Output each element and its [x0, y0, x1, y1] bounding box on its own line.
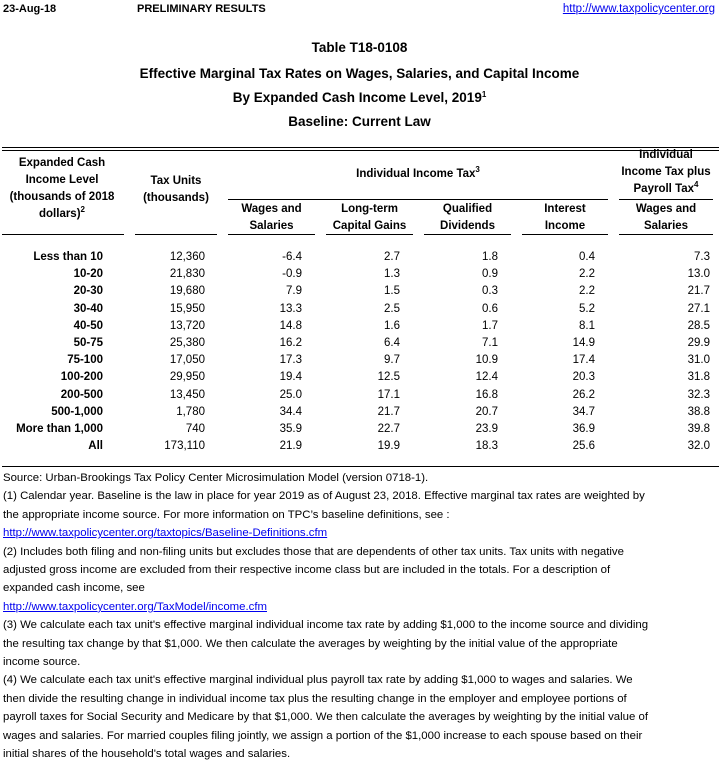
cell-interest: 34.7 [572, 405, 595, 418]
cell-interest: 14.9 [572, 337, 595, 349]
cell-wages: 25.0 [279, 388, 302, 401]
table-subtitle [0, 90, 719, 105]
cell-wages: 17.3 [279, 354, 302, 367]
cell-ltcg: 6.4 [384, 337, 400, 349]
cell-ltcg: 21.7 [377, 405, 400, 418]
cell-wages: -6.4 [282, 251, 302, 263]
header-text: Payroll Tax [633, 183, 695, 195]
col-header-payroll-wages [619, 201, 713, 235]
cell-ltcg: 17.1 [377, 388, 400, 401]
cell-interest: 2.2 [579, 285, 595, 298]
cell-payroll: 28.5 [687, 319, 710, 332]
cell-wages: 7.9 [286, 285, 302, 298]
cell-level: 20-30 [73, 285, 103, 298]
cell-payroll: 32.0 [687, 440, 710, 453]
cell-wages: 13.3 [279, 302, 302, 315]
cell-payroll: 38.8 [687, 405, 710, 418]
cell-payroll: 32.3 [687, 388, 710, 401]
header-line: Income Tax plus [621, 166, 711, 178]
cell-payroll: 31.8 [687, 371, 710, 384]
cell-payroll: 39.8 [687, 423, 710, 435]
cell-units: 29,950 [169, 371, 205, 384]
cell-qdiv: 10.9 [475, 354, 498, 367]
cell-qdiv: 12.4 [475, 371, 498, 384]
col-header-qdiv [424, 201, 511, 235]
table-title: Effective Marginal Tax Rates on Wages, Salaries, and Capital Income [139, 66, 580, 81]
note-4-cont: wages and salaries. For married couples filing jointly, we assign a portion of the $1,000 increase to each spouse based on their [3, 729, 643, 742]
note-2-cont: expanded cash income, see [3, 582, 145, 595]
header-rule-top [2, 147, 719, 148]
cell-interest: 17.4 [572, 354, 595, 367]
cell-payroll: 31.0 [687, 354, 710, 367]
table-row [0, 404, 719, 421]
cell-qdiv: 0.3 [482, 285, 498, 298]
cell-interest: 2.2 [579, 268, 595, 281]
cell-ltcg: 12.5 [377, 371, 400, 384]
cell-qdiv: 18.3 [475, 440, 498, 453]
cell-units: 740 [185, 423, 205, 435]
header-rule-top-2 [2, 150, 719, 151]
cell-wages: 34.4 [279, 405, 302, 418]
cell-interest: 26.2 [572, 388, 595, 401]
income-definition-link[interactable]: http://www.taxpolicycenter.org/TaxModel/income.cfm [3, 600, 267, 613]
cell-wages: -0.9 [282, 268, 302, 281]
cell-ltcg: 2.7 [384, 251, 400, 263]
cell-payroll: 27.1 [687, 302, 710, 315]
source-note: Source: Urban-Brookings Tax Policy Center Microsimulation Model (version 0718-1). [3, 472, 429, 484]
header-line: Salaries [643, 220, 689, 232]
cell-level: 10-20 [73, 268, 103, 281]
note-3-cont: the resulting tax change by that $1,000. We then calculate the averages by weighting by the initial value of the appropriate [3, 637, 618, 650]
cell-units: 1,780 [176, 405, 205, 418]
cell-units: 17,050 [169, 354, 205, 367]
table-row [0, 352, 719, 369]
cell-qdiv: 1.7 [482, 319, 498, 332]
note-1-cont: the appropriate income source. For more information on TPC’s baseline definitions, see : [3, 508, 450, 521]
cell-payroll: 21.7 [687, 285, 710, 298]
subtitle-text: By Expanded Cash Income Level, 2019 [232, 90, 482, 105]
cell-level: Less than 10 [33, 251, 103, 263]
col-rule [228, 234, 315, 235]
cell-units: 13,720 [169, 319, 205, 332]
cell-wages: 21.9 [279, 440, 302, 453]
col-rule [619, 234, 713, 235]
footnotes [3, 469, 719, 764]
note-3-cont: income source. [3, 656, 81, 669]
cell-ltcg: 2.5 [384, 302, 400, 315]
header-line: Tax Units [150, 175, 202, 187]
header-line: Capital Gains [332, 220, 407, 232]
col-header-interest [522, 201, 608, 235]
cell-ltcg: 9.7 [384, 354, 400, 367]
cell-units: 12,360 [169, 251, 205, 263]
note-4: (4) We calculate each tax unit's effective marginal individual plus payroll tax rate by adding $1,000 to wages and salaries. We [3, 674, 633, 687]
table-bottom-rule [2, 466, 719, 467]
cell-interest: 8.1 [579, 319, 595, 332]
footnote-ref-2: 2 [80, 205, 85, 214]
cell-interest: 20.3 [572, 371, 595, 384]
cell-level: 40-50 [73, 319, 103, 332]
cell-payroll: 29.9 [687, 337, 710, 349]
cell-units: 21,830 [169, 268, 205, 281]
col-group-income-plus-payroll [619, 147, 713, 198]
cell-wages: 14.8 [279, 319, 302, 332]
report-date: 23-Aug-18 [3, 3, 57, 15]
cell-interest: 0.4 [579, 251, 595, 263]
header-line [619, 181, 713, 198]
header-text: dollars) [39, 208, 81, 220]
col-rule [522, 234, 608, 235]
cell-qdiv: 16.8 [475, 388, 498, 401]
cell-qdiv: 20.7 [475, 405, 498, 418]
note-4-cont: payroll taxes for Social Security and Medicare by that $1,000. We then calculate the averages by weighting by the initial value of [3, 711, 648, 724]
note-2-cont: adjusted gross income are excluded from their respective income class but are included in the totals. For a description of [3, 564, 611, 577]
col-rule [326, 234, 413, 235]
table-row [0, 249, 719, 266]
preliminary-label: PRELIMINARY RESULTS [137, 3, 266, 15]
header-line: Wages and [635, 203, 697, 215]
col-header-tax-units [134, 173, 218, 207]
group-rule-payroll [619, 199, 713, 200]
cell-level: 30-40 [73, 302, 103, 315]
cell-payroll: 7.3 [694, 251, 710, 263]
note-4-cont: initial shares of the household's total wages and salaries. [3, 748, 291, 761]
cell-ltcg: 1.6 [384, 319, 400, 332]
header-line: Individual [639, 149, 693, 161]
table-row [0, 301, 719, 318]
cell-payroll: 13.0 [687, 268, 710, 281]
cell-units: 25,380 [169, 337, 205, 349]
col-group-individual-income-tax [228, 166, 608, 183]
note-2: (2) Includes both filing and non-filing units but excludes those that are dependents of other tax units. Tax units with negative [3, 545, 624, 558]
col-rule [135, 234, 217, 235]
table-row [0, 266, 719, 283]
cell-interest: 5.2 [579, 302, 595, 315]
cell-interest: 25.6 [572, 440, 595, 453]
table-row [0, 283, 719, 300]
footnote-ref-4: 4 [694, 180, 699, 189]
cell-level: 500-1,000 [51, 405, 103, 418]
table-id: Table T18-0108 [311, 40, 408, 55]
col-rule [2, 234, 124, 235]
baseline-definitions-link[interactable]: http://www.taxpolicycenter.org/taxtopics/Baseline-Definitions.cfm [3, 527, 328, 540]
cell-ltcg: 22.7 [377, 423, 400, 435]
cell-level: All [88, 440, 103, 453]
footnote-ref-3: 3 [475, 165, 480, 174]
table-row [0, 438, 719, 455]
header-line: Income Level [25, 174, 99, 186]
cell-level: More than 1,000 [16, 423, 103, 435]
table-row [0, 335, 719, 352]
cell-wages: 16.2 [279, 337, 302, 349]
note-1: (1) Calendar year. Baseline is the law in place for year 2019 as of August 23, 2018. Effective marginal tax rates are weighted by [3, 490, 645, 503]
table-row [0, 369, 719, 386]
cell-ltcg: 19.9 [377, 440, 400, 453]
table-row [0, 421, 719, 438]
header-line [0, 206, 124, 223]
cell-wages: 35.9 [279, 423, 302, 435]
cell-level: 100-200 [60, 371, 103, 384]
cell-ltcg: 1.5 [384, 285, 400, 298]
col-header-ltcg [326, 201, 413, 235]
table-row [0, 387, 719, 404]
header-line: Wages and [241, 203, 302, 215]
group-rule-iit [228, 199, 608, 200]
note-4-cont: then divide the resulting change in individual income tax plus the resulting change in the employer and employee portions of [3, 692, 627, 705]
footnote-ref-1: 1 [481, 90, 487, 99]
header-line: Salaries [249, 220, 294, 232]
cell-qdiv: 7.1 [482, 337, 498, 349]
col-rule [424, 234, 511, 235]
cell-level: 50-75 [73, 337, 103, 349]
cell-wages: 19.4 [279, 371, 302, 384]
table-row [0, 318, 719, 335]
tpc-website-link[interactable]: http://www.taxpolicycenter.org [562, 3, 715, 15]
baseline-label: Baseline: Current Law [288, 114, 431, 129]
cell-interest: 36.9 [572, 423, 595, 435]
header-text: Individual Income Tax [356, 168, 476, 180]
cell-units: 173,110 [164, 440, 205, 453]
cell-qdiv: 23.9 [475, 423, 498, 435]
note-3: (3) We calculate each tax unit's effective marginal individual income tax rate by adding $1,000 to the income source and dividing [3, 619, 649, 632]
col-header-wages [228, 201, 315, 235]
cell-level: 200-500 [60, 388, 103, 401]
cell-units: 15,950 [169, 302, 205, 315]
cell-units: 13,450 [169, 388, 205, 401]
header-line: Dividends [440, 220, 495, 232]
cell-units: 19,680 [169, 285, 205, 298]
header-line: (thousands of 2018 [9, 191, 115, 203]
cell-qdiv: 0.6 [482, 302, 498, 315]
header-line: Long-term [341, 203, 398, 215]
cell-qdiv: 1.8 [482, 251, 498, 263]
header-line: Income [544, 220, 586, 232]
header-line: Expanded Cash [18, 157, 106, 169]
header-line: Qualified [442, 203, 493, 215]
cell-ltcg: 1.3 [384, 268, 400, 281]
header-line: Interest [544, 203, 586, 215]
col-header-income-level [0, 155, 124, 223]
cell-qdiv: 0.9 [482, 268, 498, 281]
cell-level: 75-100 [67, 354, 103, 367]
header-line: (thousands) [143, 192, 209, 204]
